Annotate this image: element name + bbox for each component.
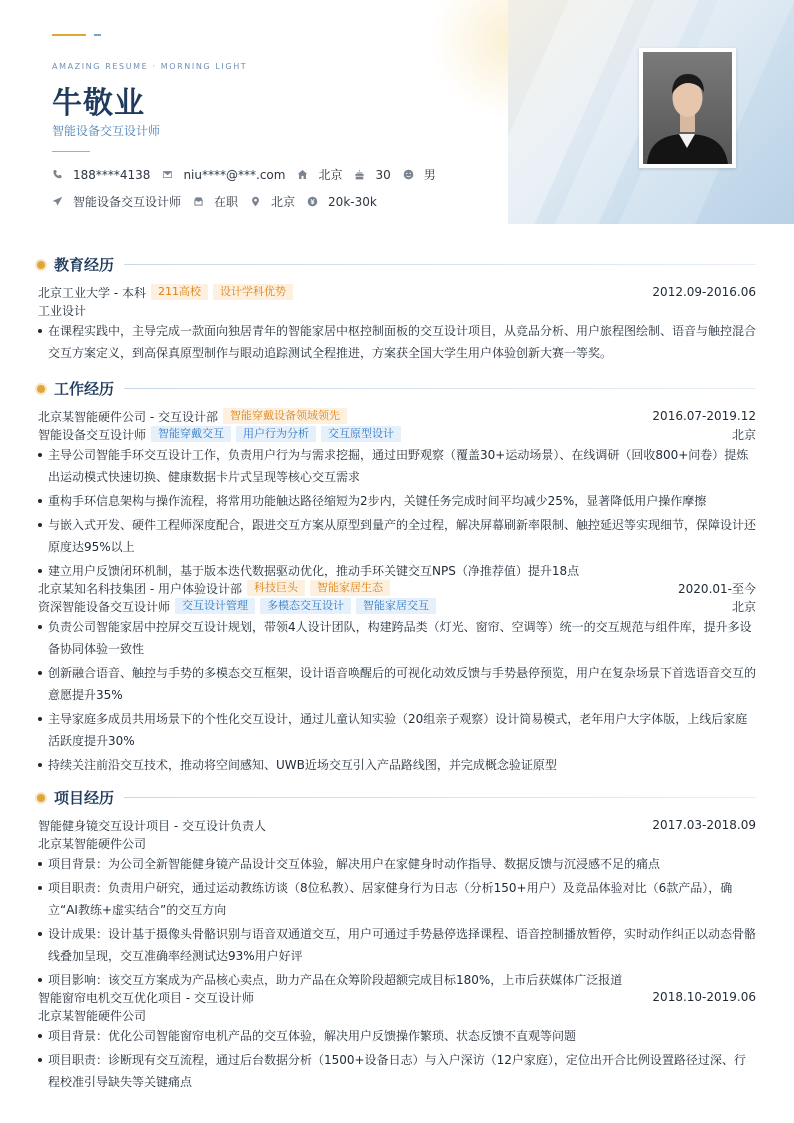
school-tag: 设计学科优势 [213,284,293,300]
age-item [354,168,390,182]
section-title: 工作经历 [54,380,115,398]
project-org: 北京某智能硬件公司 [38,1008,147,1023]
project-bullet: 项目背景：优化公司智能窗帘电机产品的交互体验，解决用户反馈操作繁琐、状态反馈不直观等问题 [38,1025,756,1047]
company-tag: 智能家居生态 [310,580,390,596]
resume-header [0,0,794,224]
major: 工业设计 [38,303,87,318]
project-bullet: 项目背景：为公司全新智能健身镜产品设计交互体验，解决用户在家健身时动作指导、数据反馈与沉浸感不足的痛点 [38,853,756,875]
work-bullet: 持续关注前沿交互技术，推动将空间感知、UWB近场交互引入产品路线图，并完成概念验证原型 [38,754,756,776]
education-period: 2012.09-2016.06 [652,285,756,299]
age-text: 30 [375,167,391,182]
project-period: 2017.03-2018.09 [652,818,756,832]
section-dot [37,794,45,802]
send-icon [52,196,63,207]
email-text: niu****@***.com [183,167,286,182]
project-org: 北京某智能硬件公司 [38,836,147,851]
project-entry [38,816,756,991]
intent-position-text: 智能设备交互设计师 [73,195,182,209]
education-bullet: 在课程实践中，主导完成一款面向独居青年的智能家居中枢控制面板的交互设计项目，从竞品分析、用户旅程图绘制、语音与触控混合交互方案定义，到高保真原型制作与眼动追踪测试全程推进，方案获全国大学生用户体验创新大赛一等奖。 [38,320,756,364]
company-tag: 智能穿戴设备领域领先 [223,408,347,424]
project-period: 2018.10-2019.06 [652,990,756,1004]
role-tag: 智能穿戴交互 [151,426,231,442]
divider [52,151,90,152]
residence-text: 北京 [318,168,343,182]
company-tag: 科技巨头 [247,580,305,596]
intent-city-item [250,193,295,210]
section-dot [37,261,45,269]
work-bullet: 主导公司智能手环交互设计工作，负责用户行为与需求挖掘，通过田野观察（覆盖30+运动场景）、在线调研（回收800+问卷）提炼出运动模式快速切换、健康数据卡片式呈现等核心交互需求 [38,444,756,488]
role-tag: 多模态交互设计 [260,598,351,614]
mail-icon [162,169,173,180]
school-name: 北京工业大学 - 本科 [38,285,146,300]
section-line [124,797,756,798]
intent-city-text: 北京 [271,195,296,209]
residence-item [297,166,342,183]
status-text: 在职 [214,195,239,209]
work-entry [38,407,756,582]
company-name: 北京某智能硬件公司 - 交互设计部 [38,409,218,424]
work-bullet: 重构手环信息架构与操作流程，将常用功能触达路径缩短为2步内，关键任务完成时间平均减少25%，显著降低用户操作摩擦 [38,490,756,512]
role-tag: 交互原型设计 [321,426,401,442]
gender-icon [403,169,414,180]
section-line [124,264,756,265]
school-tag: 211高校 [151,284,208,300]
intent-position-item [52,193,181,210]
work-entry [38,579,756,776]
section-line [124,388,756,389]
salary-text: 20k-30k [328,194,377,209]
project-name: 智能健身镜交互设计项目 - 交互设计负责人 [38,818,266,833]
portrait-image [643,52,732,164]
money-icon [307,196,318,207]
work-bullet: 建立用户反馈闭环机制，基于版本迭代数据驱动优化，推动手环关键交互NPS（净推荐值）提升18点 [38,560,756,582]
work-bullet: 负责公司智能家居中控屏交互设计规划，带领4人设计团队，构建跨品类（灯光、窗帘、空调等）统一的交互规范与组件库，提升多设备协同体验一致性 [38,616,756,660]
company-name: 北京某知名科技集团 - 用户体验设计部 [38,581,242,596]
job-intent-row [52,193,389,210]
phone-item [52,168,150,182]
inbox-icon [193,196,204,207]
work-city: 北京 [731,599,756,614]
role-tag: 交互设计管理 [175,598,255,614]
project-bullet: 项目影响：该交互方案成为产品核心卖点，助力产品在众筹阶段超额完成目标180%，上市后获媒体广泛报道 [38,969,756,991]
home-icon [297,169,308,180]
phone-text: 188****4138 [73,167,151,182]
role-tag: 用户行为分析 [236,426,316,442]
candidate-name: 牛敬业 [52,86,145,121]
work-section-header [37,378,756,399]
section-dot [37,385,45,393]
gender-text: 男 [423,168,436,182]
job-role: 智能设备交互设计师 [38,427,147,442]
resume-tagline: AMAZING RESUME · MORNING LIGHT [52,62,248,71]
job-role: 资深智能设备交互设计师 [38,599,171,614]
profile-photo [639,48,736,168]
education-entry [38,283,756,364]
section-title: 教育经历 [54,256,115,274]
work-city: 北京 [731,427,756,442]
phone-icon [52,169,63,180]
email-item [162,168,285,182]
location-pin-icon [250,196,261,207]
cake-icon [354,169,365,180]
section-title: 项目经历 [54,789,115,807]
project-name: 智能窗帘电机交互优化项目 - 交互设计师 [38,990,254,1005]
work-bullet: 创新融合语音、触控与手势的多模态交互框架，设计语音唤醒后的可视化动效反馈与手势悬停预览，用户在复杂场景下首选语音交互的意愿提升35% [38,662,756,706]
work-period: 2020.01-至今 [678,581,756,596]
status-item [193,193,238,210]
salary-item [307,195,377,209]
project-entry [38,988,756,1093]
projects-section-header [37,787,756,808]
gender-item [403,166,436,183]
education-section-header [37,254,756,275]
project-bullet: 项目职责：负责用户研究，通过运动教练访谈（8位私教）、居家健身行为日志（分析150+用户）及竞品体验对比（6款产品），确立“AI教练+虚实结合”的交互方向 [38,877,756,921]
candidate-title: 智能设备交互设计师 [52,124,161,138]
work-bullet: 主导家庭多成员共用场景下的个性化交互设计，通过儿童认知实验（20组亲子观察）设计简易模式，老年用户大字体版，上线后家庭活跃度提升30% [38,708,756,752]
work-bullet: 与嵌入式开发、硬件工程师深度配合，跟进交互方案从原型到量产的全过程，解决屏幕刷新率限制、触控延迟等实现细节，保障设计还原度达95%以上 [38,514,756,558]
role-tag: 智能家居交互 [356,598,436,614]
project-bullet: 设计成果：设计基于摄像头骨骼识别与语音双通道交互，用户可通过手势悬停选择课程、语音控制播放暂停，实时动作纠正以动态骨骼线叠加呈现，交互准确率经测试达93%用户好评 [38,923,756,967]
contact-row [52,166,448,183]
project-bullet: 项目职责：诊断现有交互流程，通过后台数据分析（1500+设备日志）与入户深访（12户家庭），定位出开合比例设置路径过深、行程校准引导缺失等关键痛点 [38,1049,756,1093]
work-period: 2016.07-2019.12 [652,409,756,423]
